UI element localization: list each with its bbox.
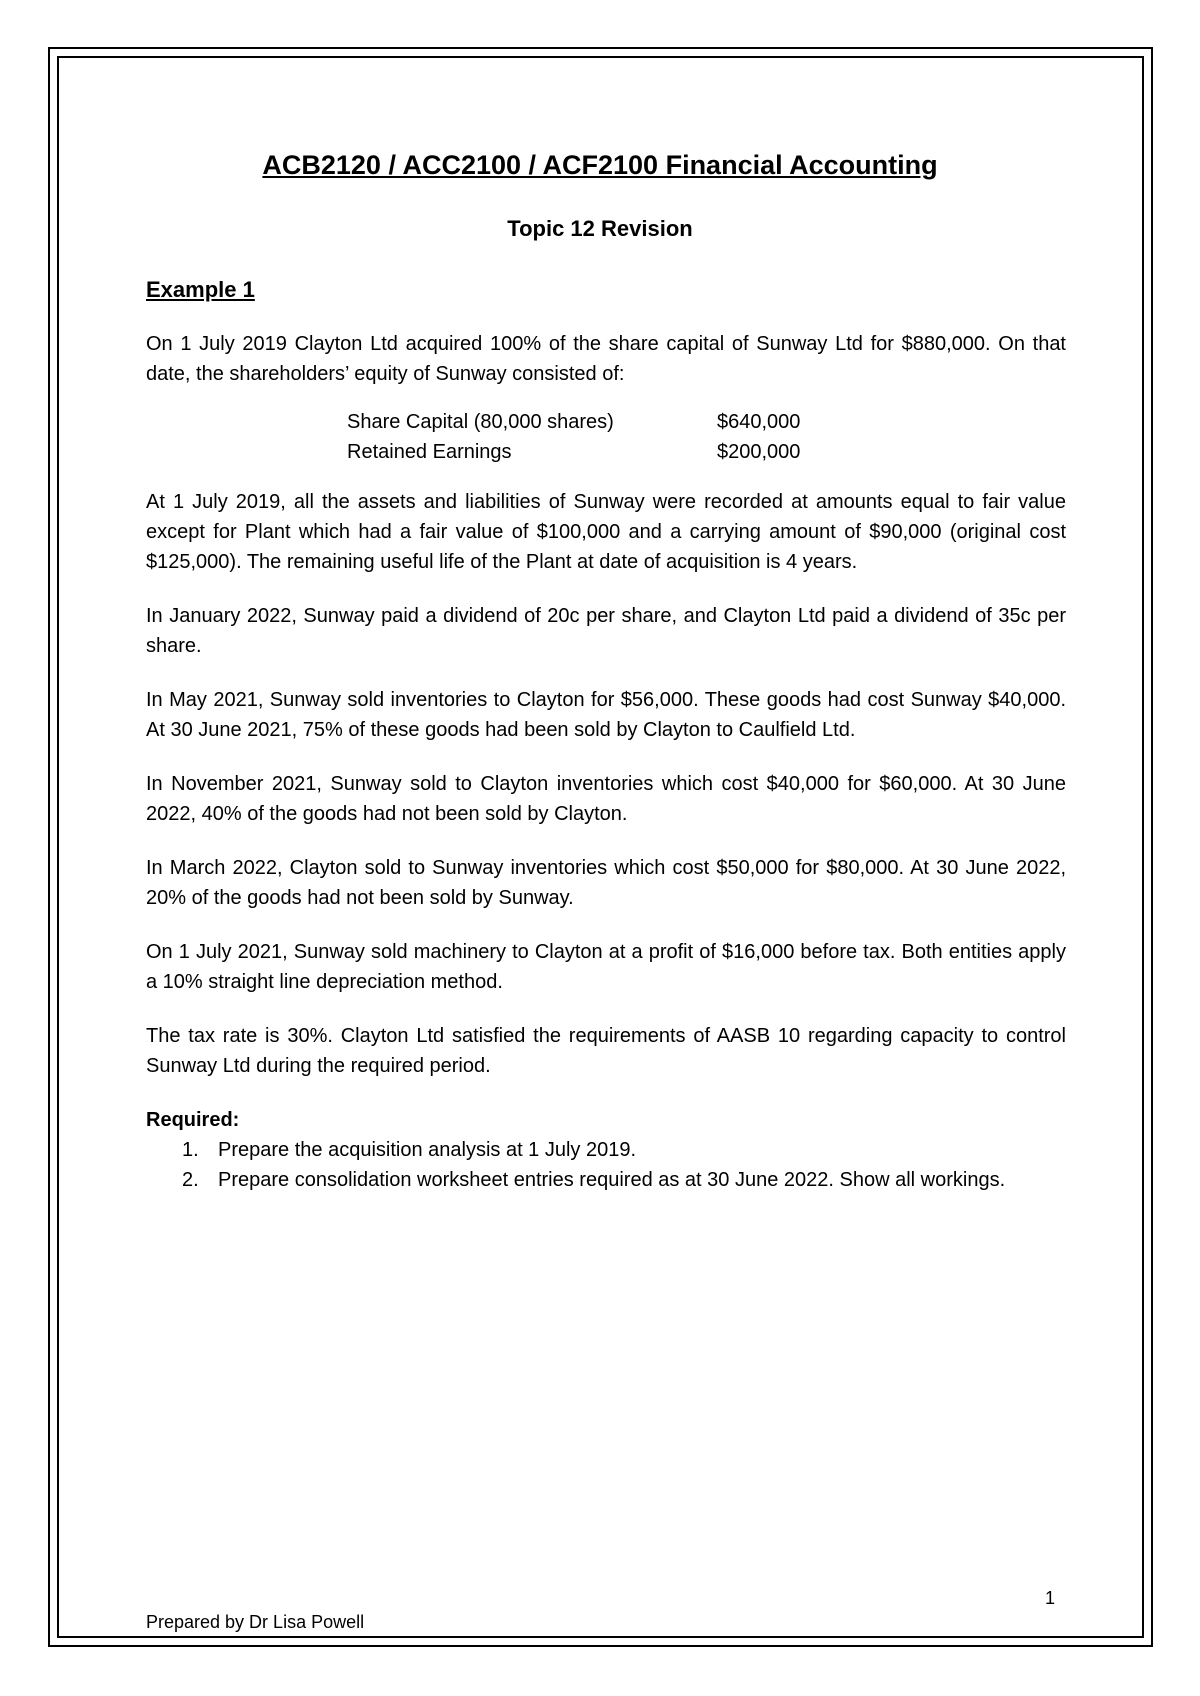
paragraph-inventory-may: In May 2021, Sunway sold inventories to Clayton for $56,000. These goods had cost Sunway $40,000. At 30 June 2021, 75% of these goods had been sold by Clayton to Caulfield Ltd. [146,689,1066,741]
document-subtitle: Topic 12 Revision [507,216,693,241]
required-item [146,1165,1066,1195]
equity-row [347,437,800,467]
equity-label: Share Capital (80,000 shares) [347,411,614,433]
required-item-text: Prepare consolidation worksheet entries required as at 30 June 2022. Show all workings. [218,1169,1006,1191]
paragraph-inventory-november: In November 2021, Sunway sold to Clayton inventories which cost $40,000 for $60,000. At 30 June 2022, 40% of the goods had not been sold by Clayton. [146,773,1066,825]
equity-row [347,407,800,437]
paragraph-plant: At 1 July 2019, all the assets and liabilities of Sunway were recorded at amounts equal to fair value except for Plant which had a fair value of $100,000 and a carrying amount of $90,000 (original cost $125,000). The remaining useful life of the Plant at date of acquisition is 4 years. [146,491,1066,573]
page-number: 1 [1045,1588,1056,1608]
required-item-number: 2. [182,1169,199,1191]
required-list [146,1135,1066,1195]
paragraph-acquisition: On 1 July 2019 Clayton Ltd acquired 100% of the share capital of Sunway Ltd for $880,000. On that date, the shareholders’ equity of Sunway consisted of: [146,333,1066,385]
document-title: ACB2120 / ACC2100 / ACF2100 Financial Accounting [262,150,938,180]
paragraph-inventory-march: In March 2022, Clayton sold to Sunway inventories which cost $50,000 for $80,000. At 30 June 2022, 20% of the goods had not been sold by Sunway. [146,857,1066,909]
required-label: Required: [146,1109,240,1131]
required-item-text: Prepare the acquisition analysis at 1 July 2019. [218,1139,637,1161]
equity-amount: $640,000 [717,411,801,433]
example-heading: Example 1 [146,277,255,302]
equity-table [347,407,800,467]
equity-amount: $200,000 [717,441,801,463]
footer-author: Prepared by Dr Lisa Powell [146,1612,365,1632]
document-body [146,275,1066,1195]
required-item-number: 1. [182,1139,199,1161]
paragraph-machinery: On 1 July 2021, Sunway sold machinery to Clayton at a profit of $16,000 before tax. Both entities apply a 10% straight line depreciation method. [146,941,1066,993]
equity-label: Retained Earnings [347,441,512,463]
paragraph-dividend: In January 2022, Sunway paid a dividend of 20c per share, and Clayton Ltd paid a dividend of 35c per share. [146,605,1066,657]
paragraph-tax: The tax rate is 30%. Clayton Ltd satisfied the requirements of AASB 10 regarding capacity to control Sunway Ltd during the required period. [146,1025,1066,1077]
required-item [146,1135,1066,1165]
